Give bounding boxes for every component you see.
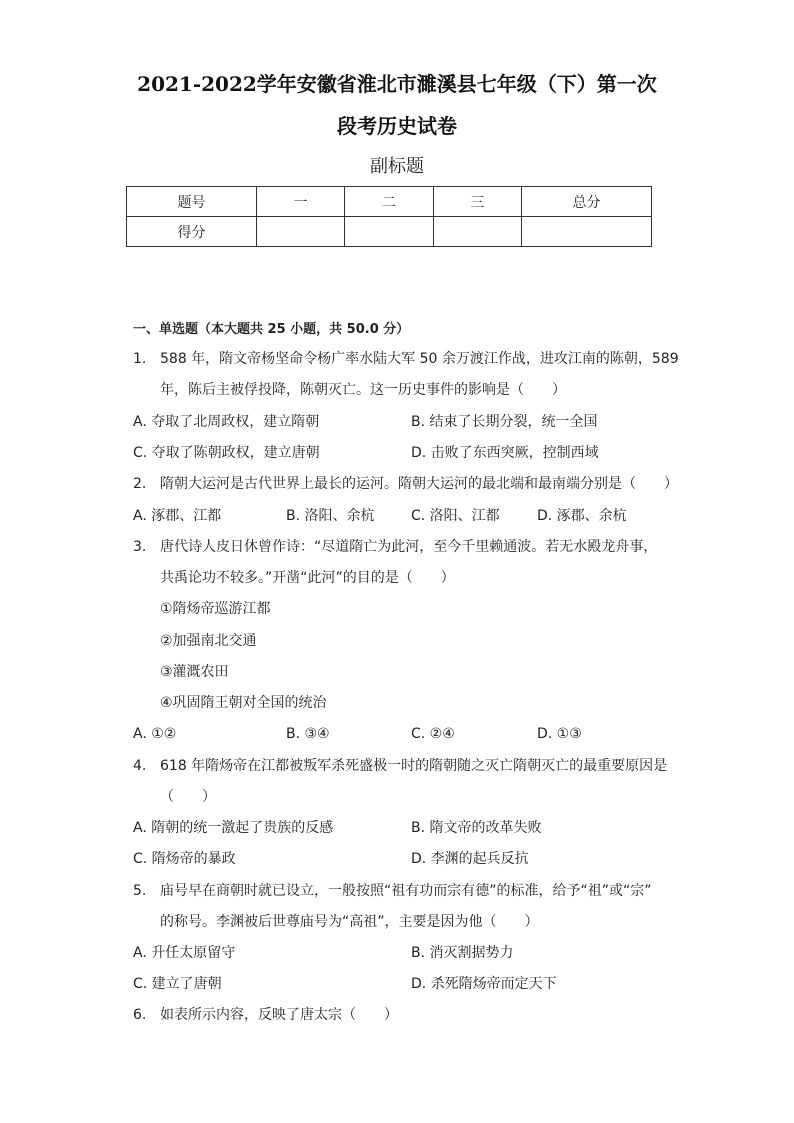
answer-option[interactable]: A. ①② — [133, 726, 177, 742]
score-header-number: 题号 — [127, 187, 257, 217]
question-statement: ③灌溉农田 — [160, 664, 229, 680]
question-text: 618 年隋炀帝在江都被叛军杀死盛极一时的隋朝随之灭亡隋朝灭亡的最重要原因是 — [160, 758, 668, 774]
score-row-label: 得分 — [127, 217, 257, 247]
question-text: 588 年，隋文帝杨坚命令杨广率水陆大军 50 余万渡江作战，进攻江南的陈朝，589 — [160, 351, 679, 367]
score-header-part2: 二 — [345, 187, 433, 217]
question-number: 1. — [133, 351, 147, 367]
question-text: （ ） — [160, 789, 216, 805]
score-cell-total[interactable] — [522, 217, 652, 247]
exam-title-line1: 2021-2022学年安徽省淮北市濉溪县七年级（下）第一次 — [137, 72, 657, 96]
question-number: 3. — [133, 539, 147, 555]
question-statement: ②加强南北交通 — [160, 633, 257, 649]
question-number: 5. — [133, 883, 147, 899]
score-header-part1: 一 — [256, 187, 344, 217]
answer-option[interactable]: D. 击败了东西突厥，控制西域 — [411, 445, 599, 461]
question-text: 共禹论功不较多。”开凿“此河”的目的是（ ） — [160, 570, 455, 586]
score-header-total: 总分 — [522, 187, 652, 217]
question-number: 2. — [133, 476, 147, 492]
answer-option[interactable]: A. 夺取了北周政权，建立隋朝 — [133, 414, 320, 430]
answer-option[interactable]: C. ②④ — [411, 726, 455, 742]
answer-option[interactable]: D. 李渊的起兵反抗 — [411, 851, 529, 867]
answer-option[interactable]: C. 夺取了陈朝政权，建立唐朝 — [133, 445, 320, 461]
answer-option[interactable]: C. 洛阳、江都 — [411, 508, 500, 524]
score-table-score-row — [127, 217, 652, 247]
question-statement: ①隋炀帝巡游江都 — [160, 601, 271, 617]
answer-option[interactable]: B. 隋文帝的改革失败 — [411, 820, 542, 836]
question-text: 庙号早在商朝时就已设立，一般按照“祖有功而宗有德”的标准，给予“祖”或“宗” — [160, 883, 652, 899]
answer-option[interactable]: A. 涿郡、江都 — [133, 508, 222, 524]
answer-option[interactable]: D. ①③ — [537, 726, 582, 742]
question-text: 年，陈后主被俘投降，陈朝灭亡。这一历史事件的影响是（ ） — [160, 382, 566, 398]
question-text: 如表所示内容，反映了唐太宗（ ） — [160, 1007, 398, 1023]
score-header-part3: 三 — [433, 187, 521, 217]
answer-option[interactable]: B. ③④ — [286, 726, 330, 742]
answer-option[interactable]: C. 建立了唐朝 — [133, 976, 222, 992]
question-text: 隋朝大运河是古代世界上最长的运河。隋朝大运河的最北端和最南端分别是（ ） — [160, 476, 678, 492]
question-text: 唐代诗人皮日休曾作诗：“尽道隋亡为此河，至今千里赖通波。若无水殿龙舟事， — [160, 539, 658, 555]
question-number: 6. — [133, 1007, 147, 1023]
answer-option[interactable]: C. 隋炀帝的暴政 — [133, 851, 236, 867]
score-table-header-row — [127, 187, 652, 217]
question-number: 4. — [133, 758, 147, 774]
answer-option[interactable]: B. 洛阳、余杭 — [286, 508, 375, 524]
score-cell-part3[interactable] — [433, 217, 521, 247]
answer-option[interactable]: B. 消灭割据势力 — [411, 945, 514, 961]
question-text: 的称号。李渊被后世尊庙号为“高祖”，主要是因为他（ ） — [160, 914, 539, 930]
score-table — [126, 186, 652, 247]
score-cell-part1[interactable] — [256, 217, 344, 247]
answer-option[interactable]: A. 升任太原留守 — [133, 945, 236, 961]
exam-title-line2: 段考历史试卷 — [337, 114, 457, 138]
answer-option[interactable]: D. 杀死隋炀帝而定天下 — [411, 976, 557, 992]
answer-option[interactable]: B. 结束了长期分裂，统一全国 — [411, 414, 598, 430]
answer-option[interactable]: A. 隋朝的统一激起了贵族的反感 — [133, 820, 334, 836]
section-heading: 一、单选题（本大题共 25 小题，共 50.0 分） — [133, 322, 410, 337]
score-cell-part2[interactable] — [345, 217, 433, 247]
answer-option[interactable]: D. 涿郡、余杭 — [537, 508, 627, 524]
exam-subtitle: 副标题 — [370, 156, 424, 177]
question-statement: ④巩固隋王朝对全国的统治 — [160, 695, 327, 711]
